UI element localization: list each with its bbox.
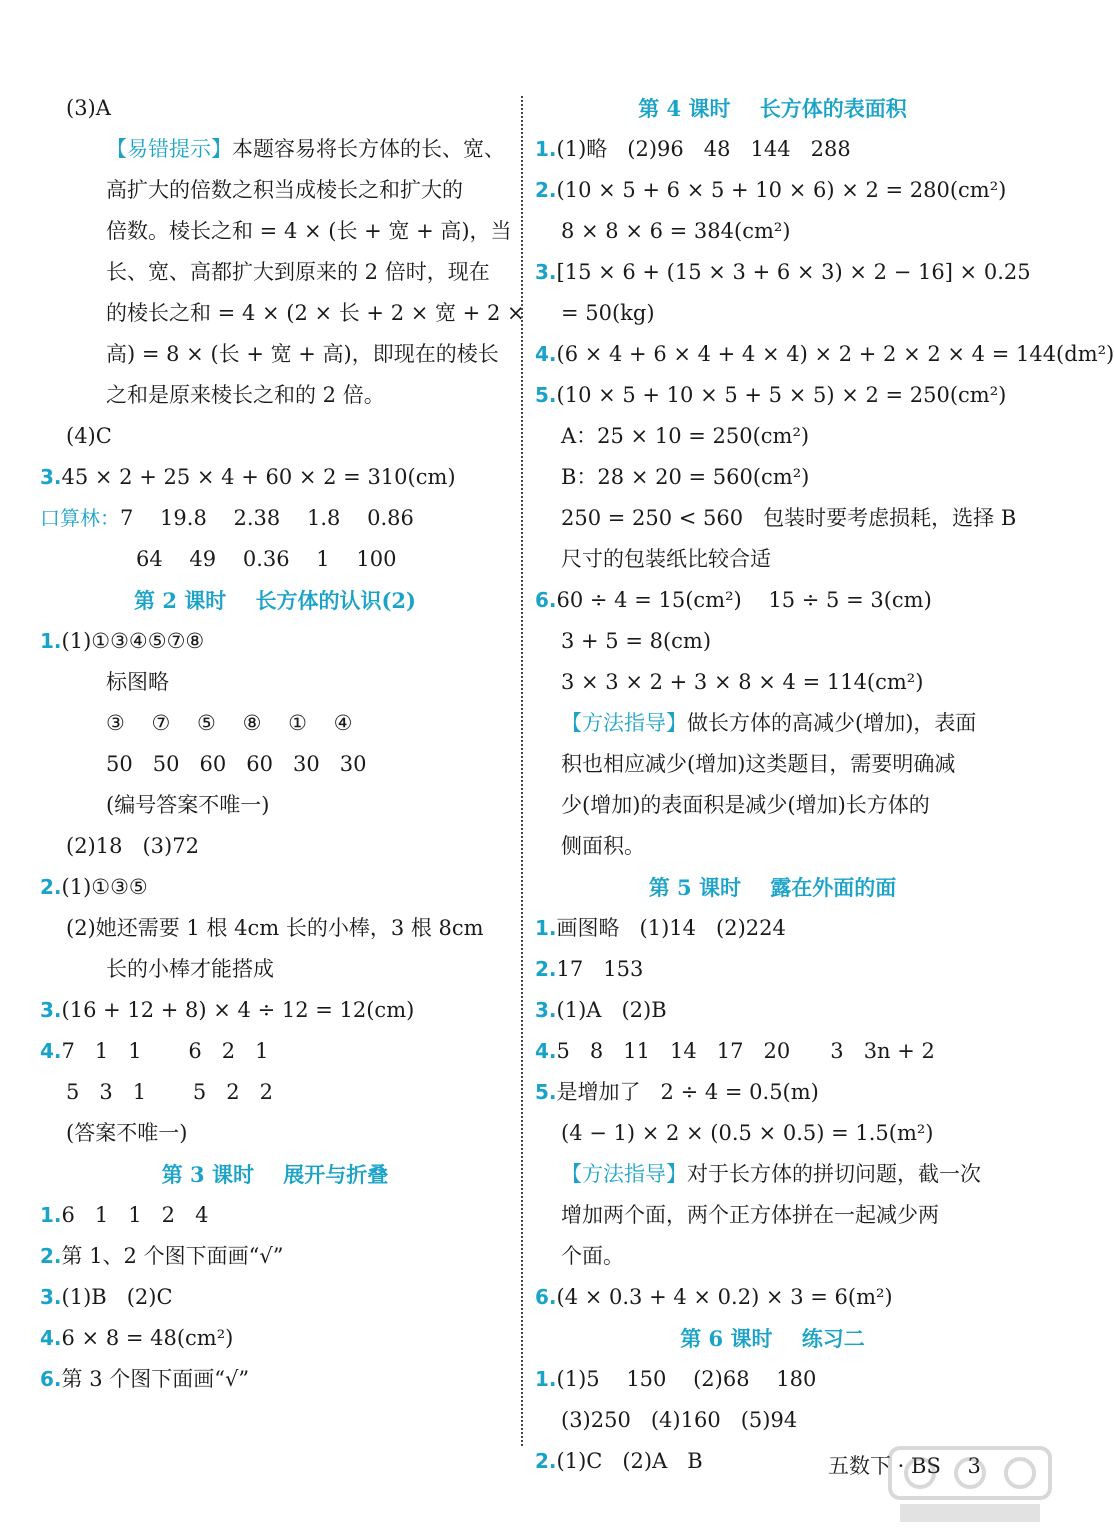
answer-line: [535, 621, 1010, 662]
answer-line: [535, 1031, 1010, 1072]
answer-text: 高) = 8 × (长 + 宽 + 高)，即现在的棱长: [106, 342, 499, 366]
question-number: 2.: [535, 178, 557, 202]
answer-text: 侧面积。: [561, 834, 645, 858]
answer-line: [40, 375, 510, 416]
answer-text: 增加两个面，两个正方体拼在一起减少两: [561, 1203, 939, 1227]
answer-text: 倍数。棱长之和 = 4 × (长 + 宽 + 高)，当: [106, 219, 512, 243]
question-number: 1.: [535, 137, 557, 161]
answer-line: [40, 1195, 510, 1236]
answer-text: 5 3 1 5 2 2: [66, 1080, 273, 1104]
answer-line: [40, 1113, 510, 1154]
answer-line: [535, 1113, 1010, 1154]
question-number: 4.: [535, 1039, 557, 1063]
answer-line: [40, 129, 510, 170]
hint-tag: 【方法指导】: [561, 1162, 687, 1186]
answer-line: [535, 457, 1010, 498]
question-number: 3.: [40, 465, 62, 489]
answer-text: 7 1 1 6 2 1: [61, 1039, 269, 1063]
answer-text: (答案不唯一): [66, 1121, 188, 1145]
section-heading: 第 4 课时 长方体的表面积: [638, 96, 907, 121]
question-number: 4.: [40, 1039, 62, 1063]
answer-text: 7 19.8 2.38 1.8 0.86: [120, 506, 414, 530]
answer-line: [40, 211, 510, 252]
question-number: 2.: [40, 1244, 62, 1268]
question-number: 3.: [40, 1285, 62, 1309]
answer-line: [40, 170, 510, 211]
answer-line: [535, 826, 1010, 867]
question-number: 2.: [40, 875, 62, 899]
answer-line: [40, 949, 510, 990]
answer-line: [535, 211, 1010, 252]
answer-line: [40, 785, 510, 826]
answer-text: 尺寸的包装纸比较合适: [561, 547, 771, 571]
answer-text: (3)A: [66, 96, 111, 120]
answer-line: [535, 129, 1010, 170]
answer-line: [535, 785, 1010, 826]
answer-text: (1)A (2)B: [556, 998, 667, 1022]
answer-line: [40, 88, 510, 129]
answer-line: [40, 457, 510, 498]
column-divider: [521, 96, 523, 1446]
answer-text: 的棱长之和 = 4 × (2 × 长 + 2 × 宽 + 2 ×: [106, 301, 525, 325]
hint-tag: 【易错提示】: [106, 137, 232, 161]
answer-line: [40, 867, 510, 908]
hint-tag: 【方法指导】: [561, 711, 687, 735]
answer-text: 积也相应减少(增加)这类题目，需要明确减: [561, 752, 956, 776]
question-number: 1.: [535, 916, 557, 940]
answer-line: [535, 990, 1010, 1031]
answer-line: [40, 744, 510, 785]
answer-line: [40, 908, 510, 949]
question-number: 4.: [40, 1326, 62, 1350]
question-number: 6.: [40, 1367, 62, 1391]
answer-text: 长的小棒才能搭成: [106, 957, 274, 981]
question-number: 2.: [535, 1449, 557, 1473]
answer-text: A：25 × 10 = 250(cm²): [561, 424, 810, 448]
question-number: 5.: [535, 383, 557, 407]
answer-text: 3 × 3 × 2 + 3 × 8 × 4 = 114(cm²): [561, 670, 924, 694]
answer-line: [535, 1195, 1010, 1236]
answer-line: [535, 908, 1010, 949]
question-number: 6.: [535, 588, 557, 612]
answer-text: (2)她还需要 1 根 4cm 长的小棒，3 根 8cm: [66, 916, 484, 940]
answer-line: [40, 1277, 510, 1318]
answer-text: (2)18 (3)72: [66, 834, 199, 858]
answer-text: 45 × 2 + 25 × 4 + 60 × 2 = 310(cm): [61, 465, 456, 489]
answer-text: 标图略: [106, 670, 169, 694]
question-number: 4.: [535, 342, 557, 366]
answer-line: [535, 539, 1010, 580]
answer-line: [535, 703, 1010, 744]
answer-line: [535, 498, 1017, 539]
answer-line: [40, 703, 510, 744]
answer-text: 之和是原来棱长之和的 2 倍。: [106, 383, 385, 407]
answer-line: [40, 539, 510, 580]
question-number: 6.: [535, 1285, 557, 1309]
question-number: 5.: [535, 1080, 557, 1104]
answer-line: [535, 375, 1010, 416]
answer-text: (10 × 5 + 6 × 5 + 10 × 6) × 2 = 280(cm²): [556, 178, 1007, 202]
oral-calc-label: 口算林：: [40, 506, 120, 530]
answer-line: [535, 949, 1010, 990]
answer-text: 做长方体的高减少(增加)，表面: [687, 711, 977, 735]
section-heading: 第 6 课时 练习二: [680, 1326, 865, 1351]
answer-text: (10 × 5 + 10 × 5 + 5 × 5) × 2 = 250(cm²): [556, 383, 1007, 407]
answer-line: [40, 334, 510, 375]
answer-line: [535, 170, 1010, 211]
question-number: 1.: [535, 1367, 557, 1391]
section-heading: 第 5 课时 露在外面的面: [648, 875, 897, 900]
answer-text: (6 × 4 + 6 × 4 + 4 × 4) × 2 + 2 × 2 × 4 = 144(dm²): [556, 342, 1114, 366]
answer-line: [535, 293, 1010, 334]
answer-text: 第 1、2 个图下面画“√”: [61, 1244, 284, 1268]
question-number: 1.: [40, 629, 62, 653]
answer-text: 17 153: [556, 957, 644, 981]
answer-line: [535, 1072, 1010, 1113]
answer-text: [15 × 6 + (15 × 3 + 6 × 3) × 2 − 16] × 0.25: [556, 260, 1031, 284]
answer-text: (16 + 12 + 8) × 4 ÷ 12 = 12(cm): [61, 998, 415, 1022]
answer-text: 个面。: [561, 1244, 624, 1268]
answer-text: (1)C (2)A B: [556, 1449, 703, 1473]
answer-text: 250 = 250 < 560 包装时要考虑损耗，选择 B: [561, 506, 1017, 530]
answer-line: [40, 826, 510, 867]
answer-line: [535, 662, 1010, 703]
answer-text: 本题容易将长方体的长、宽、: [232, 137, 505, 161]
answer-text: (1)①③④⑤⑦⑧: [61, 629, 205, 653]
section-heading: 第 2 课时 长方体的认识(2): [134, 588, 416, 613]
answer-line: [535, 1154, 1010, 1195]
right-column: [535, 88, 1114, 1482]
answer-text: 长、宽、高都扩大到原来的 2 倍时，现在: [106, 260, 490, 284]
answer-text: 60 ÷ 4 = 15(cm²) 15 ÷ 5 = 3(cm): [556, 588, 932, 612]
question-number: 3.: [40, 998, 62, 1022]
question-number: 2.: [535, 957, 557, 981]
answer-line: [40, 1072, 510, 1113]
answer-text: 5 8 11 14 17 20 3 3n + 2: [556, 1039, 935, 1063]
answer-text: 少(增加)的表面积是减少(增加)长方体的: [561, 793, 930, 817]
question-number: 1.: [40, 1203, 62, 1227]
answer-text: (4 − 1) × 2 × (0.5 × 0.5) = 1.5(m²): [561, 1121, 934, 1145]
answer-line: [40, 662, 510, 703]
answer-line: [40, 498, 510, 539]
answer-text: (1)①③⑤: [61, 875, 148, 899]
watermark-logo-icon: [880, 1440, 1060, 1530]
answer-text: 64 49 0.36 1 100: [136, 547, 397, 571]
answer-line: [40, 1031, 510, 1072]
answer-text: ③ ⑦ ⑤ ⑧ ① ④: [106, 711, 353, 735]
answer-line: [535, 1359, 1010, 1400]
answer-text: (4 × 0.3 + 4 × 0.2) × 3 = 6(m²): [556, 1285, 893, 1309]
answer-line: [535, 580, 1010, 621]
answer-line: [535, 252, 1031, 293]
answer-text: 高扩大的倍数之积当成棱长之和扩大的: [106, 178, 463, 202]
answer-text: 3 + 5 = 8(cm): [561, 629, 712, 653]
answer-text: 第 3 个图下面画“√”: [61, 1367, 250, 1391]
answer-line: [535, 334, 1114, 375]
answer-text: 画图略 (1)14 (2)224: [556, 916, 786, 940]
answer-line: [535, 1236, 1010, 1277]
answer-line: [40, 621, 510, 662]
answer-text: (1)略 (2)96 48 144 288: [556, 137, 851, 161]
answer-line: [40, 990, 510, 1031]
answer-text: (1)B (2)C: [61, 1285, 173, 1309]
answer-text: B：28 × 20 = 560(cm²): [561, 465, 810, 489]
answer-text: 8 × 8 × 6 = 384(cm²): [561, 219, 791, 243]
answer-text: (3)250 (4)160 (5)94: [561, 1408, 798, 1432]
question-number: 3.: [535, 260, 557, 284]
answer-text: 6 × 8 = 48(cm²): [61, 1326, 234, 1350]
answer-text: (1)5 150 (2)68 180: [556, 1367, 817, 1391]
answer-line: [535, 1277, 1010, 1318]
answer-line: [40, 293, 525, 334]
question-number: 3.: [535, 998, 557, 1022]
answer-line: [40, 416, 510, 457]
answer-line: [535, 1400, 1010, 1441]
answer-line: [40, 252, 510, 293]
left-column: [40, 88, 525, 1400]
answer-text: 6 1 1 2 4: [61, 1203, 209, 1227]
answer-line: [40, 1236, 510, 1277]
page-footer: 五数下 · BS 3: [828, 1454, 981, 1478]
answer-text: (编号答案不唯一): [106, 793, 270, 817]
answer-line: [535, 416, 1010, 457]
answer-line: [535, 744, 1010, 785]
answer-text: (4)C: [66, 424, 112, 448]
answer-text: 是增加了 2 ÷ 4 = 0.5(m): [556, 1080, 819, 1104]
answer-line: [40, 1359, 510, 1400]
answer-line: [40, 1318, 510, 1359]
answer-text: = 50(kg): [561, 301, 655, 325]
answer-text: 50 50 60 60 30 30: [106, 752, 367, 776]
answer-text: 对于长方体的拼切问题，截一次: [687, 1162, 981, 1186]
section-heading: 第 3 课时 展开与折叠: [161, 1162, 389, 1187]
